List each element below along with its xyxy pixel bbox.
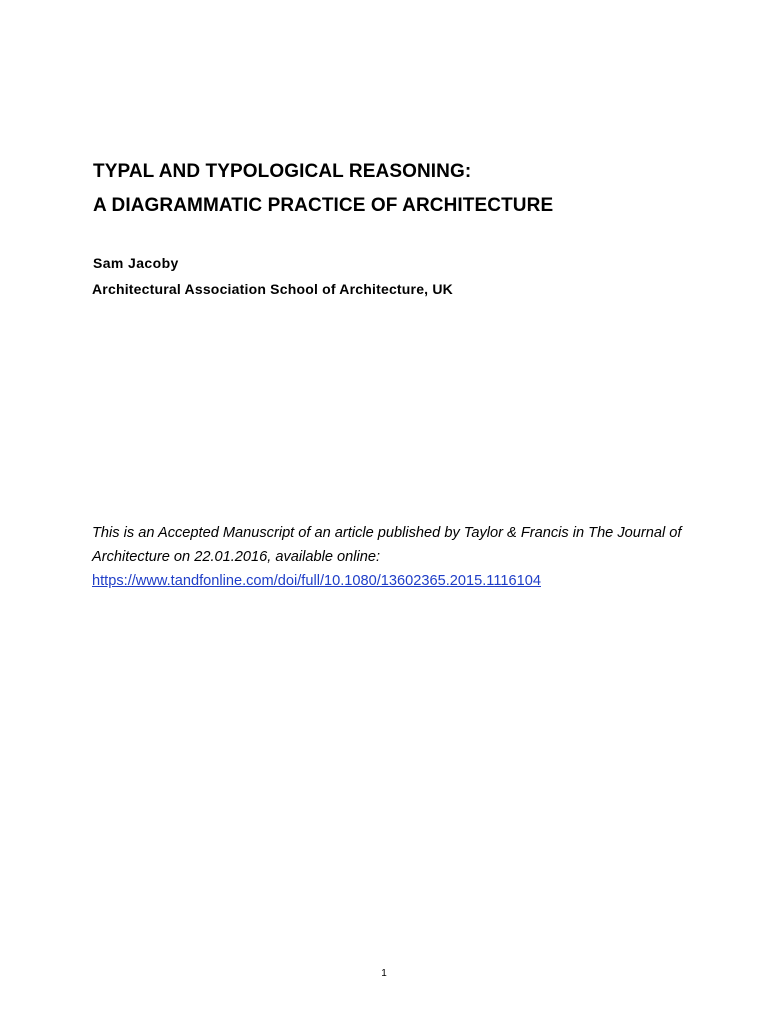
- author-block: [92, 254, 732, 298]
- page-number: 1: [381, 968, 387, 979]
- title-block: [93, 160, 733, 228]
- manuscript-note-block: [92, 521, 712, 593]
- title-line-1: TYPAL AND TYPOLOGICAL REASONING:: [93, 161, 472, 182]
- author-affiliation: Architectural Association School of Architecture, UK: [92, 281, 453, 297]
- manuscript-note: This is an Accepted Manuscript of an article published by Taylor & Francis in The Journal of Architecture on 22.01.2016, available online:: [92, 525, 682, 565]
- author-name: Sam Jacoby: [93, 255, 179, 271]
- title-line-2: A DIAGRAMMATIC PRACTICE OF ARCHITECTURE: [93, 195, 554, 216]
- doi-link[interactable]: https://www.tandfonline.com/doi/full/10.1080/13602365.2015.1116104: [92, 573, 541, 589]
